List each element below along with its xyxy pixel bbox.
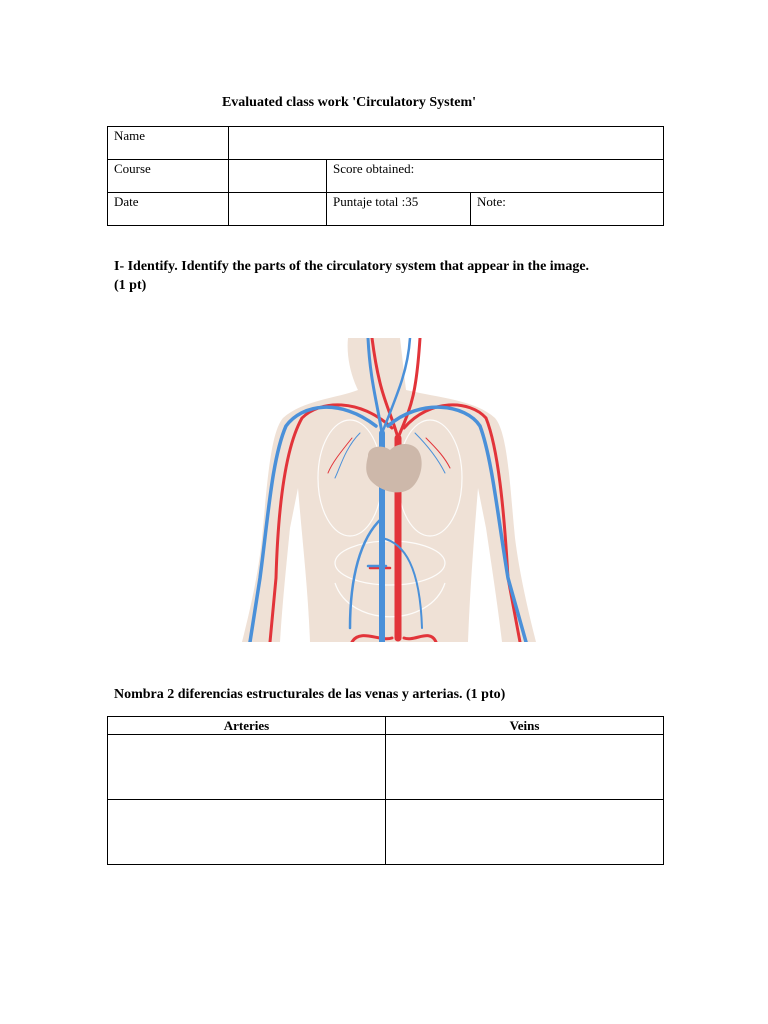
date-label: Date — [108, 193, 229, 226]
course-label: Course — [108, 160, 229, 193]
veins-column-header: Veins — [386, 717, 664, 735]
identify-question: I- Identify. Identify the parts of the circulatory system that appear in the image. (1 pt) — [114, 259, 590, 293]
differences-header-row — [108, 717, 664, 735]
date-row — [108, 193, 664, 226]
arteries-column-header: Arteries — [108, 717, 386, 735]
course-row — [108, 160, 664, 193]
name-row — [108, 127, 664, 160]
circulatory-system-illustration — [240, 338, 538, 642]
differences-question: Nombra 2 diferencias estructurales de las venas y arterias. (1 pto) — [114, 687, 506, 702]
date-field[interactable] — [229, 193, 327, 226]
name-label: Name — [108, 127, 229, 160]
differences-row — [108, 735, 664, 800]
score-obtained-label[interactable]: Score obtained: — [327, 160, 664, 193]
name-field[interactable] — [229, 127, 664, 160]
differences-row — [108, 800, 664, 865]
total-score-label: Puntaje total :35 — [327, 193, 471, 226]
veins-answer-cell[interactable] — [386, 800, 664, 865]
differences-table — [107, 716, 664, 865]
note-label[interactable]: Note: — [471, 193, 664, 226]
veins-answer-cell[interactable] — [386, 735, 664, 800]
course-field[interactable] — [229, 160, 327, 193]
arteries-answer-cell[interactable] — [108, 735, 386, 800]
page-title: Evaluated class work 'Circulatory System' — [221, 95, 477, 110]
arteries-answer-cell[interactable] — [108, 800, 386, 865]
student-info-table — [107, 126, 664, 226]
